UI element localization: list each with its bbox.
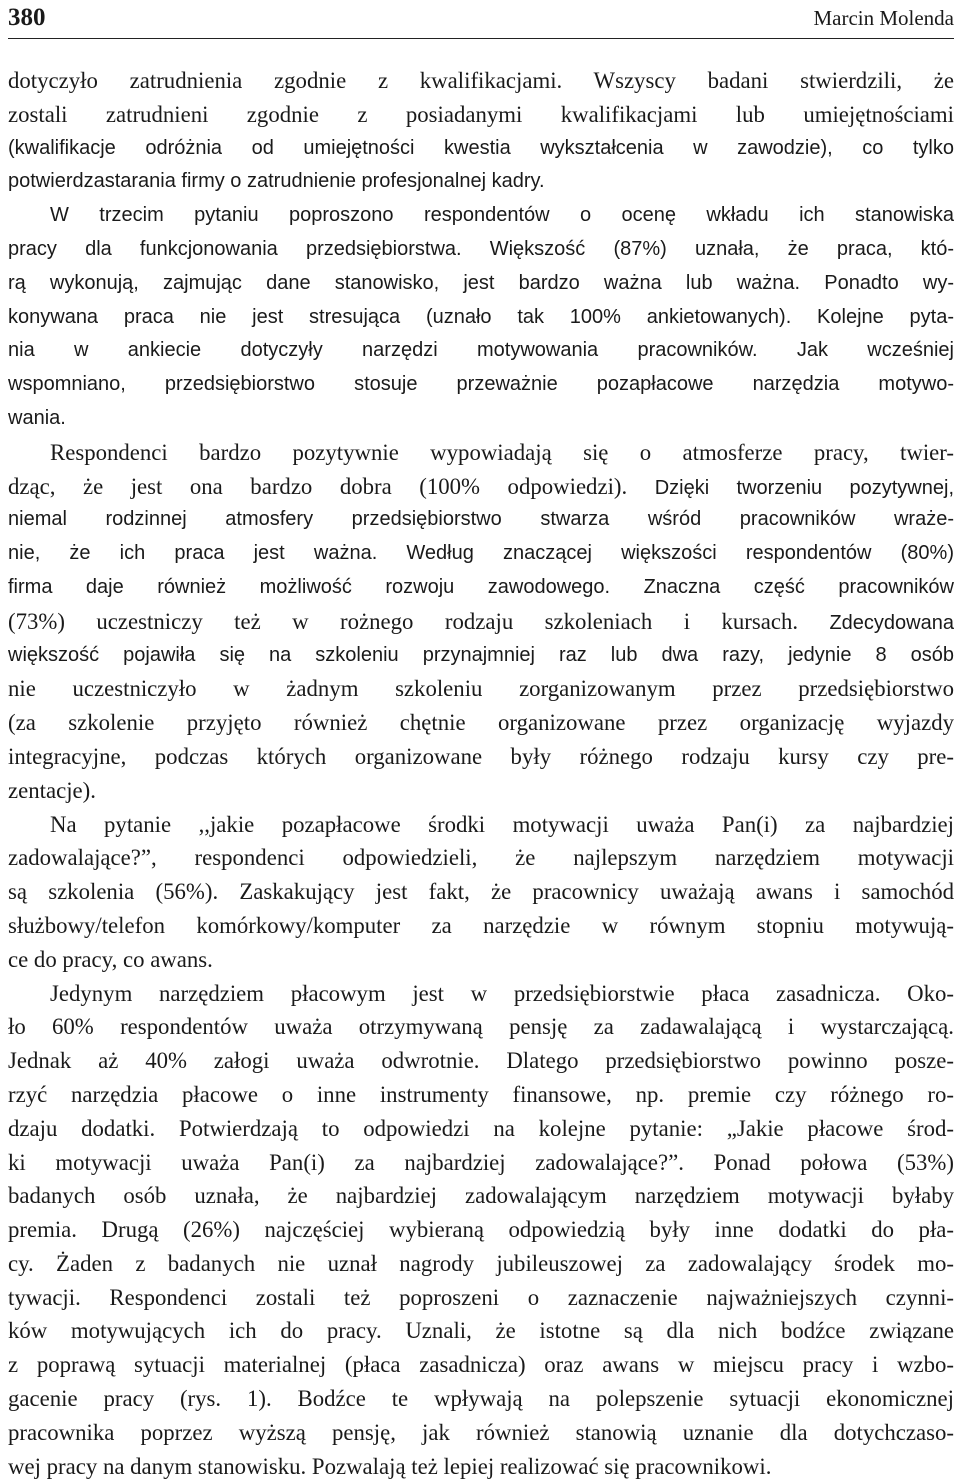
text-line: zadowalające?”, respondenci odpowiedzieli, że najlepszym narzędziem motywacji	[8, 845, 954, 871]
text-line: (kwalifikacje odróżnia od umiejętności kwestia wykształcenia w zawodzie), co tylko	[8, 136, 954, 159]
body-text	[8, 64, 954, 1483]
text-line: gacenie pracy (rys. 1). Bodźce te wpływają na polepszenie sytuacji ekonomicznej	[8, 1386, 954, 1412]
text-line: nie, że ich praca jest ważna. Według znaczącej większości respondentów (80%)	[8, 542, 954, 565]
text-line: integracyjne, podczas których organizowane były różnego rodzaju kursy czy pre-	[8, 743, 954, 769]
text-line: ce do pracy, co awans.	[8, 946, 213, 972]
text-line: tywacji. Respondenci zostali też poproszeni o zaznaczenie najważniejszych czynni-	[8, 1284, 954, 1310]
text-line: Respondenci bardzo pozytywnie wypowiadają się o atmosferze pracy, twier-	[50, 439, 954, 465]
text-line: dzaju dodatki. Potwierdzają to odpowiedzi na kolejne pytanie: „Jakie płacowe środ-	[8, 1115, 954, 1141]
text-line: (za szkolenie przyjęto również chętnie organizowane przez organizację wyjazdy	[8, 710, 954, 736]
text-line: zentacje).	[8, 777, 96, 803]
text-line: pracy dla funkcjonowania przedsiębiorstwa. Większość (87%) uznała, że praca, któ-	[8, 237, 954, 260]
text-line: nie uczestniczyło w żadnym szkoleniu zorganizowanym przez przedsiębiorstwo	[8, 676, 954, 702]
text-line: są szkolenia (56%). Zaskakujący jest fakt, że pracownicy uważają awans i samochód	[8, 879, 954, 905]
running-head-author: Marcin Molenda	[813, 6, 954, 30]
page-number: 380	[8, 4, 46, 31]
text-line: wspomniano, przedsiębiorstwo stosuje przeważnie pozapłacowe narzędzia motywo-	[8, 373, 954, 396]
text-line: wania.	[8, 406, 66, 429]
text-line: pracownika poprzez wyższą pensję, jak również stanowią uznanie dla dotychczaso-	[8, 1419, 954, 1445]
text-line: cy. Żaden z badanych nie uznał nagrody jubileuszowej za zadowalający środek mo-	[8, 1250, 954, 1276]
text-line: premia. Drugą (26%) najczęściej wybieraną odpowiedzią były inne dodatki do pła-	[8, 1217, 954, 1243]
text-line: większość pojawiła się na szkoleniu przynajmniej raz lub dwa razy, jedynie 8 osób	[8, 643, 954, 666]
text-line: potwierdzastarania firmy o zatrudnienie profesjonalnej kadry.	[8, 170, 545, 193]
text-line: rą wykonują, zajmując dane stanowisko, jest bardzo ważna lub ważna. Ponadto wy-	[8, 271, 954, 294]
text-line: wej pracy na danym stanowisku. Pozwalają też lepiej realizować się pracownikowi.	[8, 1453, 772, 1479]
text-line: dotyczyło zatrudnienia zgodnie z kwalifikacjami. Wszyscy badani stwierdzili, że	[8, 68, 954, 93]
text-line: ków motywujących ich do pracy. Uznali, że istotne są dla nich bodźce związane	[8, 1318, 954, 1344]
text-line: W trzecim pytaniu poproszono respondentów o ocenę wkładu ich stanowiska	[50, 204, 954, 227]
text-line: rzyć narzędzia płacowe o inne instrumenty finansowe, np. premie czy różnego ro-	[8, 1081, 954, 1107]
text-line: badanych osób uznała, że najbardziej zadowalającym narzędziem motywacji byłaby	[8, 1183, 954, 1209]
text-line: konywana praca nie jest stresująca (uznało tak 100% ankietowanych). Kolejne pyta-	[8, 305, 954, 328]
text-line: (73%) uczestniczy też w rożnego rodzaju szkoleniach i kursach. Zdecydowana	[8, 608, 954, 634]
text-line: dząc, że jest ona bardzo dobra (100% odpowiedzi). Dzięki tworzeniu pozytywnej,	[8, 473, 954, 499]
text-line: nia w ankiecie dotyczyły narzędzi motywowania pracowników. Jak wcześniej	[8, 339, 954, 362]
text-line: firma daje również możliwość rozwoju zawodowego. Znaczna część pracowników	[8, 575, 954, 598]
text-line: zostali zatrudnieni zgodnie z posiadanymi kwalifikacjami lub umiejętnościami	[8, 101, 954, 127]
text-line: z poprawą sytuacji materialnej (płaca zasadnicza) oraz awans w miejscu pracy i wzbo-	[8, 1352, 954, 1378]
text-line: niemal rodzinnej atmosfery przedsiębiorstwo stwarza wśród pracowników wraże-	[8, 508, 954, 531]
text-line: ki motywacji uważa Pan(i) za najbardziej zadowalające?”. Ponad połowa (53%)	[8, 1149, 954, 1175]
text-line: Jednak aż 40% załogi uważa odwrotnie. Dlatego przedsiębiorstwo powinno posze-	[8, 1048, 954, 1074]
text-line: Na pytanie ,,jakie pozapłacowe środki motywacji uważa Pan(i) za najbardziej	[50, 811, 954, 837]
text-line: ło 60% respondentów uważa otrzymywaną pensję za zadawalającą i wystarczającą.	[8, 1014, 954, 1040]
text-line: służbowy/telefon komórkowy/komputer za narzędzie w równym stopniu motywują-	[8, 912, 954, 938]
text-line: Jedynym narzędziem płacowym jest w przedsiębiorstwie płaca zasadnicza. Oko-	[50, 980, 954, 1006]
page-header	[8, 0, 954, 39]
